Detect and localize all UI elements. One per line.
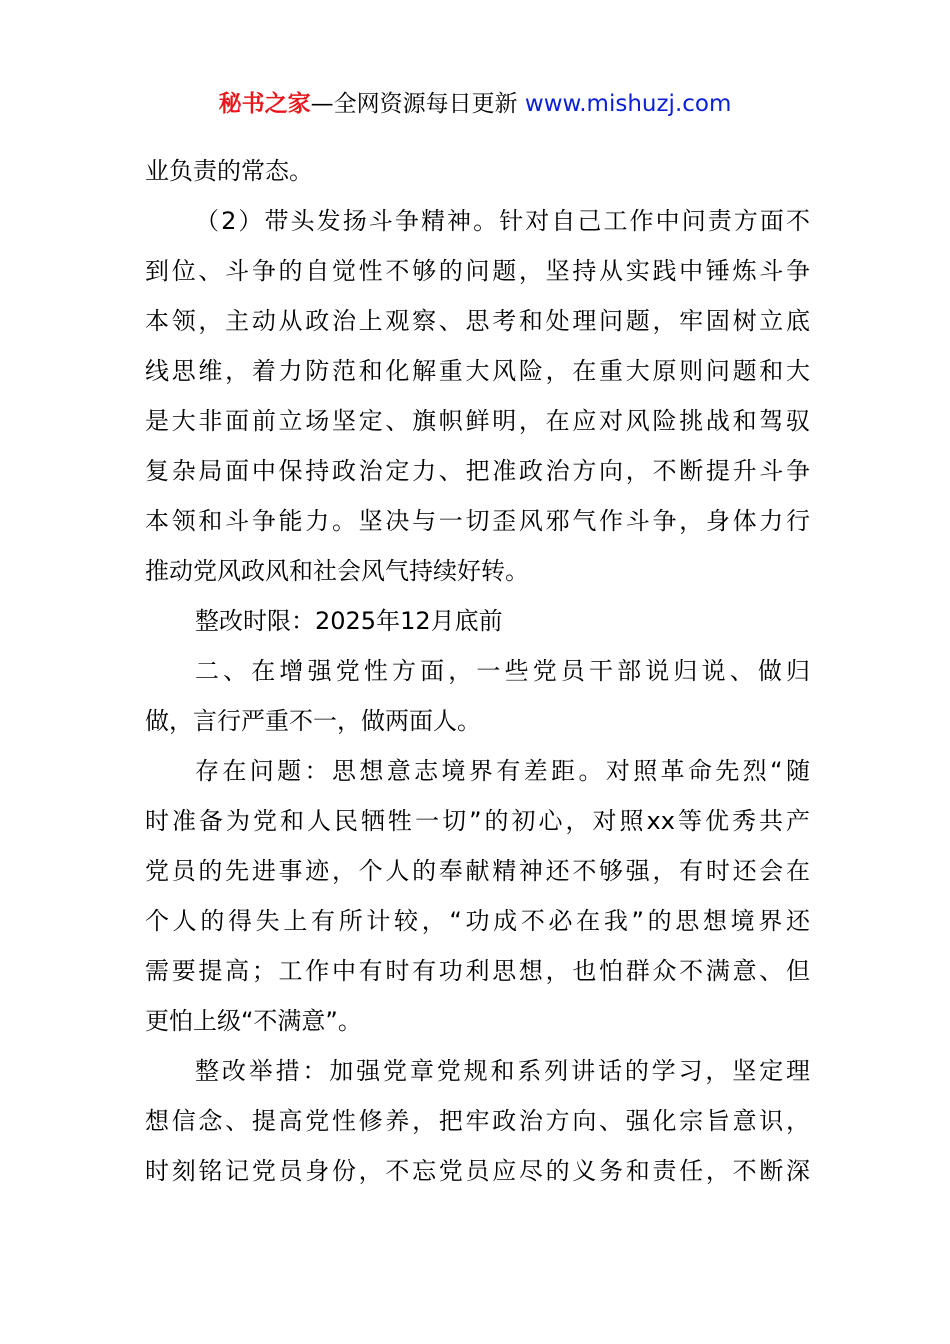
page-header bbox=[0, 86, 950, 122]
text-line: 想信念、提高党性修养，把牢政治方向、强化宗旨意识， bbox=[145, 1107, 810, 1135]
text-line: 存在问题：思想意志境界有差距。对照革命先烈“随 bbox=[195, 757, 810, 785]
site-brand: 秘书之家 bbox=[218, 91, 311, 117]
text-line: 推动党风政风和社会风气持续好转。 bbox=[145, 557, 529, 585]
text-line: （2）带头发扬斗争精神。针对自己工作中问责方面不 bbox=[195, 207, 810, 235]
text-line: 到位、斗争的自觉性不够的问题，坚持从实践中锤炼斗争 bbox=[145, 257, 810, 285]
text-line: 时刻铭记党员身份，不忘党员应尽的义务和责任，不断深 bbox=[145, 1157, 810, 1185]
text-line: 整改时限：2025年12月底前 bbox=[195, 607, 503, 635]
text-line: 复杂局面中保持政治定力、把准政治方向，不断提升斗争 bbox=[145, 457, 810, 485]
text-line: 二、在增强党性方面，一些党员干部说归说、做归 bbox=[195, 657, 810, 685]
text-line: 业负责的常态。 bbox=[145, 157, 313, 185]
text-line: 时准备为党和人民牺牲一切”的初心，对照xx等优秀共产 bbox=[145, 807, 810, 835]
text-line: 个人的得失上有所计较，“功成不必在我”的思想境界还 bbox=[145, 907, 810, 935]
document-body bbox=[145, 146, 810, 1196]
text-line: 做，言行严重不一，做两面人。 bbox=[145, 707, 481, 735]
text-line: 整改举措：加强党章党规和系列讲话的学习，坚定理 bbox=[195, 1057, 810, 1085]
text-line: 本领和斗争能力。坚决与一切歪风邪气作斗争，身体力行 bbox=[145, 507, 810, 535]
site-url-link[interactable]: www.mishuzj.com bbox=[524, 91, 732, 117]
text-line: 需要提高；工作中有时有功利思想，也怕群众不满意、但 bbox=[145, 957, 810, 985]
site-tagline: —全网资源每日更新 bbox=[310, 91, 525, 117]
text-line: 线思维，着力防范和化解重大风险，在重大原则问题和大 bbox=[145, 357, 810, 385]
text-line: 本领，主动从政治上观察、思考和处理问题，牢固树立底 bbox=[145, 307, 810, 335]
text-line: 更怕上级“不满意”。 bbox=[145, 1007, 362, 1035]
text-line: 党员的先进事迹，个人的奉献精神还不够强，有时还会在 bbox=[145, 857, 810, 885]
text-line: 是大非面前立场坚定、旗帜鲜明，在应对风险挑战和驾驭 bbox=[145, 407, 810, 435]
